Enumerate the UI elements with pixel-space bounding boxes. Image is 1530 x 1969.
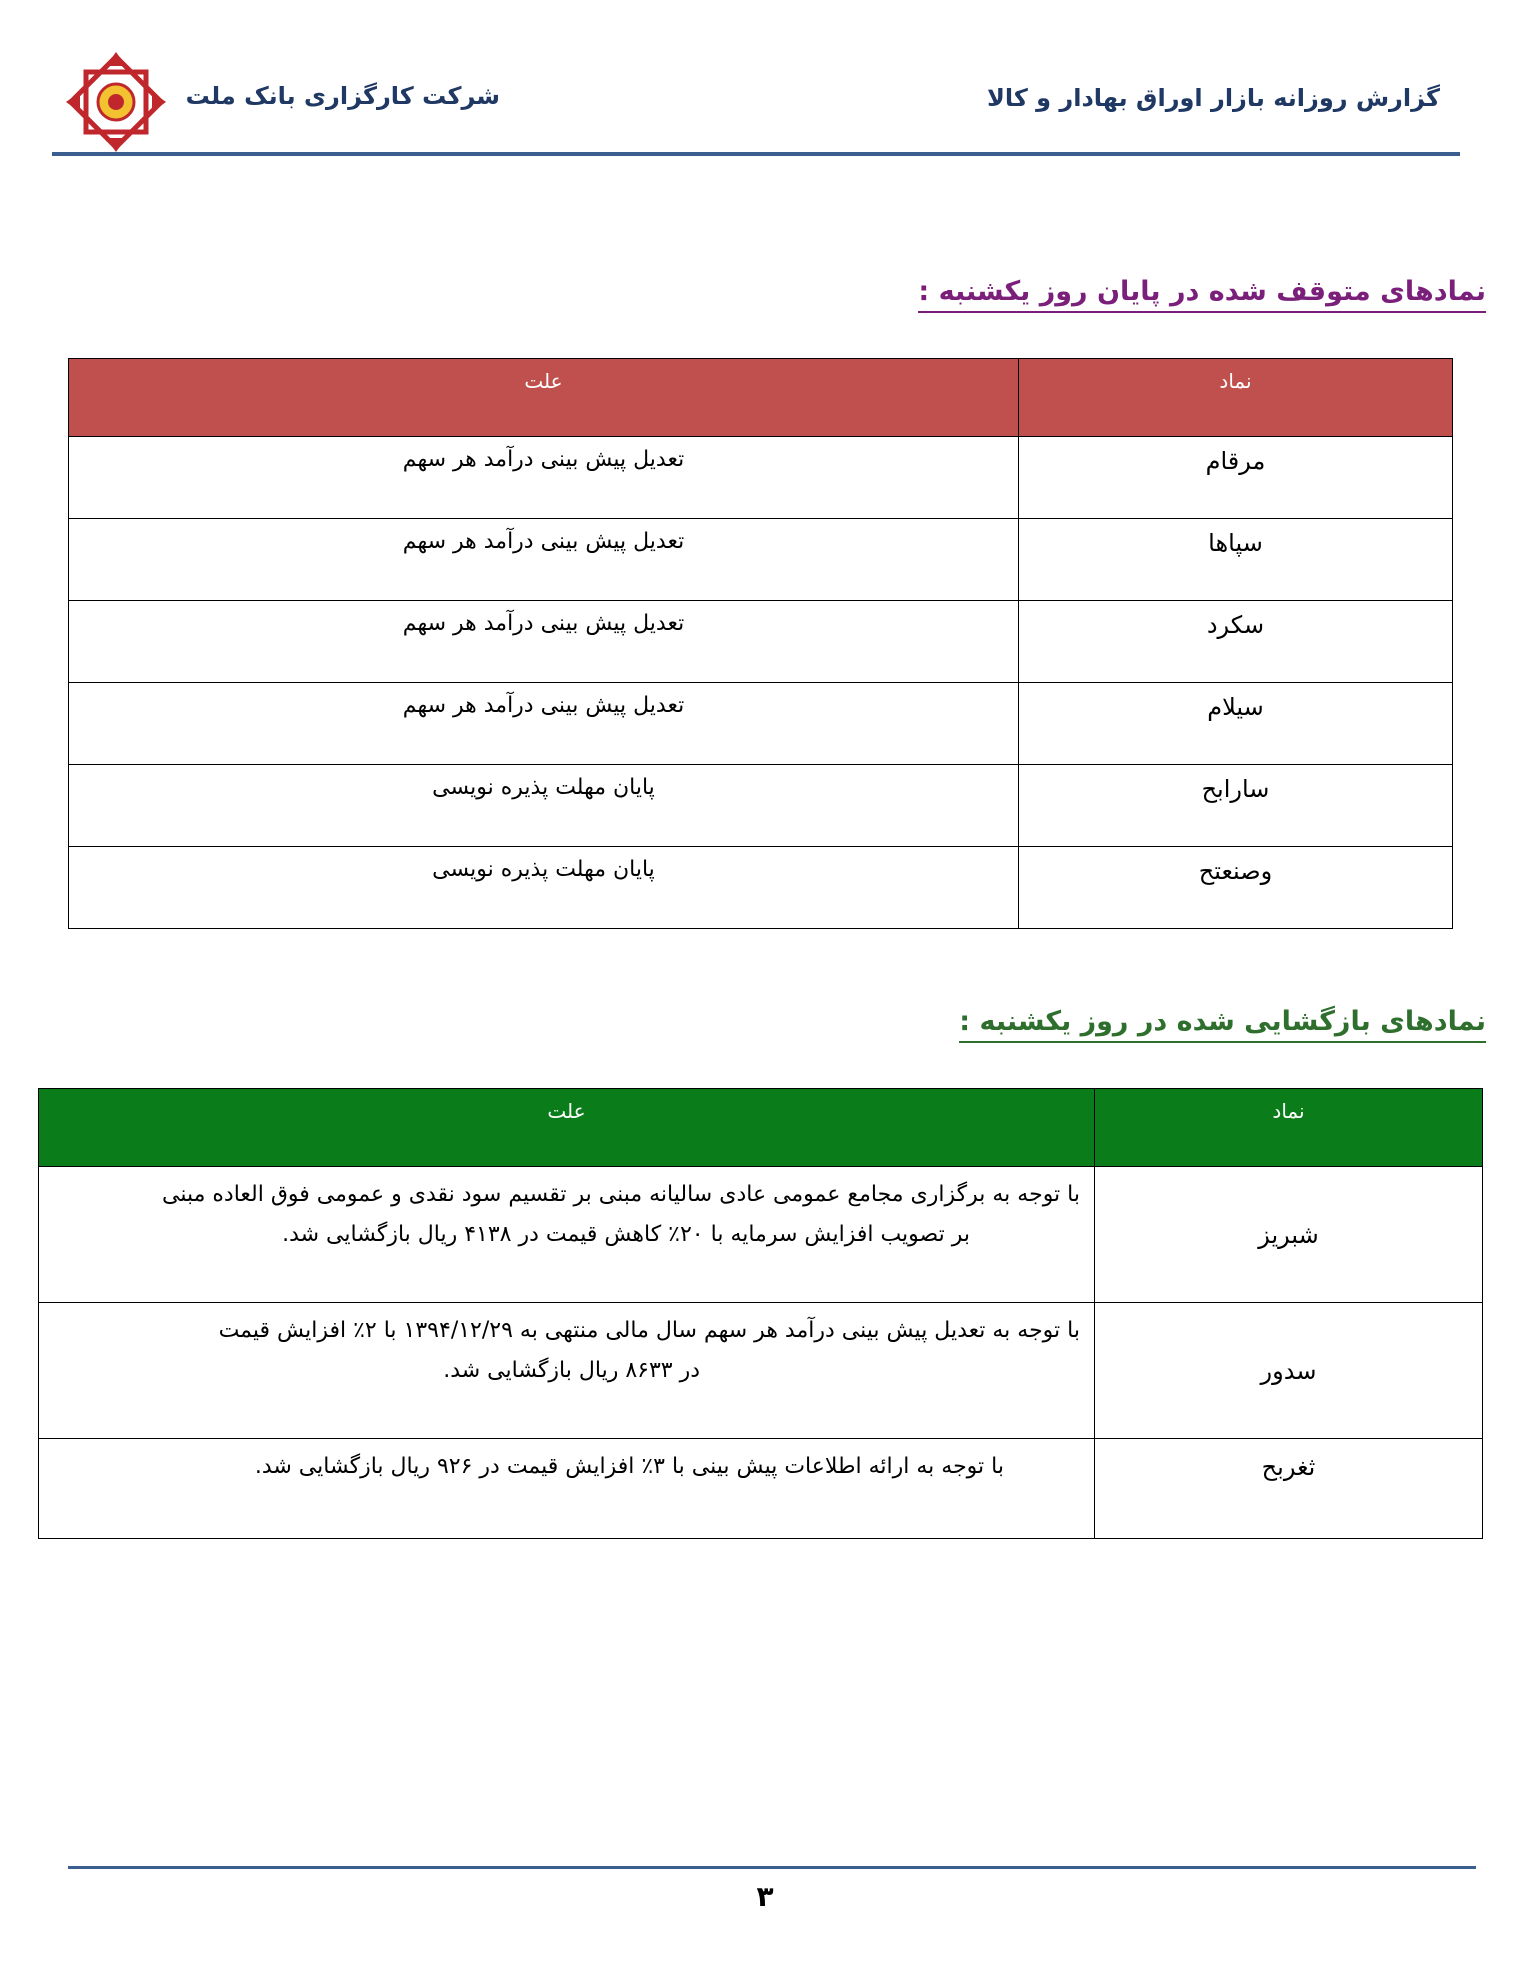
column-header-symbol: نماد bbox=[1019, 359, 1453, 437]
table-header-row bbox=[39, 1089, 1483, 1167]
reason-line: در ۸۶۳۳ ریال بازگشایی شد. bbox=[443, 1357, 700, 1383]
column-header-symbol: نماد bbox=[1095, 1089, 1483, 1167]
symbol-cell: سدور bbox=[1095, 1303, 1483, 1439]
column-header-reason: علت bbox=[69, 359, 1019, 437]
symbol-cell: شبریز bbox=[1095, 1167, 1483, 1303]
stopped-symbols-title: نمادهای متوقف شده در پایان روز یکشنبه : bbox=[918, 276, 1486, 313]
reason-cell bbox=[39, 1303, 1095, 1439]
reason-cell: تعدیل پیش بینی درآمد هر سهم bbox=[69, 519, 1019, 601]
symbol-cell: مرقام bbox=[1019, 437, 1453, 519]
table-row bbox=[69, 765, 1453, 847]
page-number: ۳ bbox=[756, 1880, 774, 1913]
reopened-symbols-table bbox=[38, 1088, 1483, 1539]
table-header-row bbox=[69, 359, 1453, 437]
table-row bbox=[39, 1167, 1483, 1303]
symbol-cell: سارابح bbox=[1019, 765, 1453, 847]
symbol-cell: ثغربح bbox=[1095, 1439, 1483, 1539]
reason-line: با توجه به تعدیل پیش بینی درآمد هر سهم سال مالی منتهی به ۱۳۹۴/۱۲/۲۹ با ۲٪ افزایش قیمت bbox=[218, 1318, 1080, 1343]
reason-line: بر تصویب افزایش سرمایه با ۲۰٪ کاهش قیمت در ۴۱۳۸ ریال بازگشایی شد. bbox=[282, 1221, 970, 1247]
symbol-cell: سپاها bbox=[1019, 519, 1453, 601]
reason-cell: تعدیل پیش بینی درآمد هر سهم bbox=[69, 683, 1019, 765]
reason-cell: تعدیل پیش بینی درآمد هر سهم bbox=[69, 601, 1019, 683]
table-row bbox=[39, 1439, 1483, 1539]
report-title: گزارش روزانه بازار اوراق بهادار و کالا bbox=[986, 84, 1440, 112]
reason-cell bbox=[39, 1439, 1095, 1539]
table-row bbox=[69, 437, 1453, 519]
table-row bbox=[69, 683, 1453, 765]
reason-line: با توجه به ارائه اطلاعات پیش بینی با ۳٪ افزایش قیمت در ۹۲۶ ریال بازگشایی شد. bbox=[254, 1454, 1004, 1479]
table-row bbox=[69, 601, 1453, 683]
reason-cell: تعدیل پیش بینی درآمد هر سهم bbox=[69, 437, 1019, 519]
table-row bbox=[69, 847, 1453, 929]
header-divider bbox=[52, 152, 1460, 156]
symbol-cell: سکرد bbox=[1019, 601, 1453, 683]
table-row bbox=[39, 1303, 1483, 1439]
table-row bbox=[69, 519, 1453, 601]
footer-divider bbox=[68, 1866, 1476, 1869]
reopened-symbols-title: نمادهای بازگشایی شده در روز یکشنبه : bbox=[959, 1006, 1486, 1043]
reason-cell: پایان مهلت پذیره نویسی bbox=[69, 847, 1019, 929]
reason-line: با توجه به برگزاری مجامع عمومی عادی سالیانه مبنی بر تقسیم سود نقدی و عمومی فوق العاده مبنی bbox=[162, 1182, 1080, 1207]
reason-cell bbox=[39, 1167, 1095, 1303]
company-name: شرکت کارگزاری بانک ملت bbox=[185, 82, 500, 110]
symbol-cell: وصنعتح bbox=[1019, 847, 1453, 929]
stopped-symbols-table bbox=[68, 358, 1453, 929]
symbol-cell: سیلام bbox=[1019, 683, 1453, 765]
reason-cell: پایان مهلت پذیره نویسی bbox=[69, 765, 1019, 847]
column-header-reason: علت bbox=[39, 1089, 1095, 1167]
